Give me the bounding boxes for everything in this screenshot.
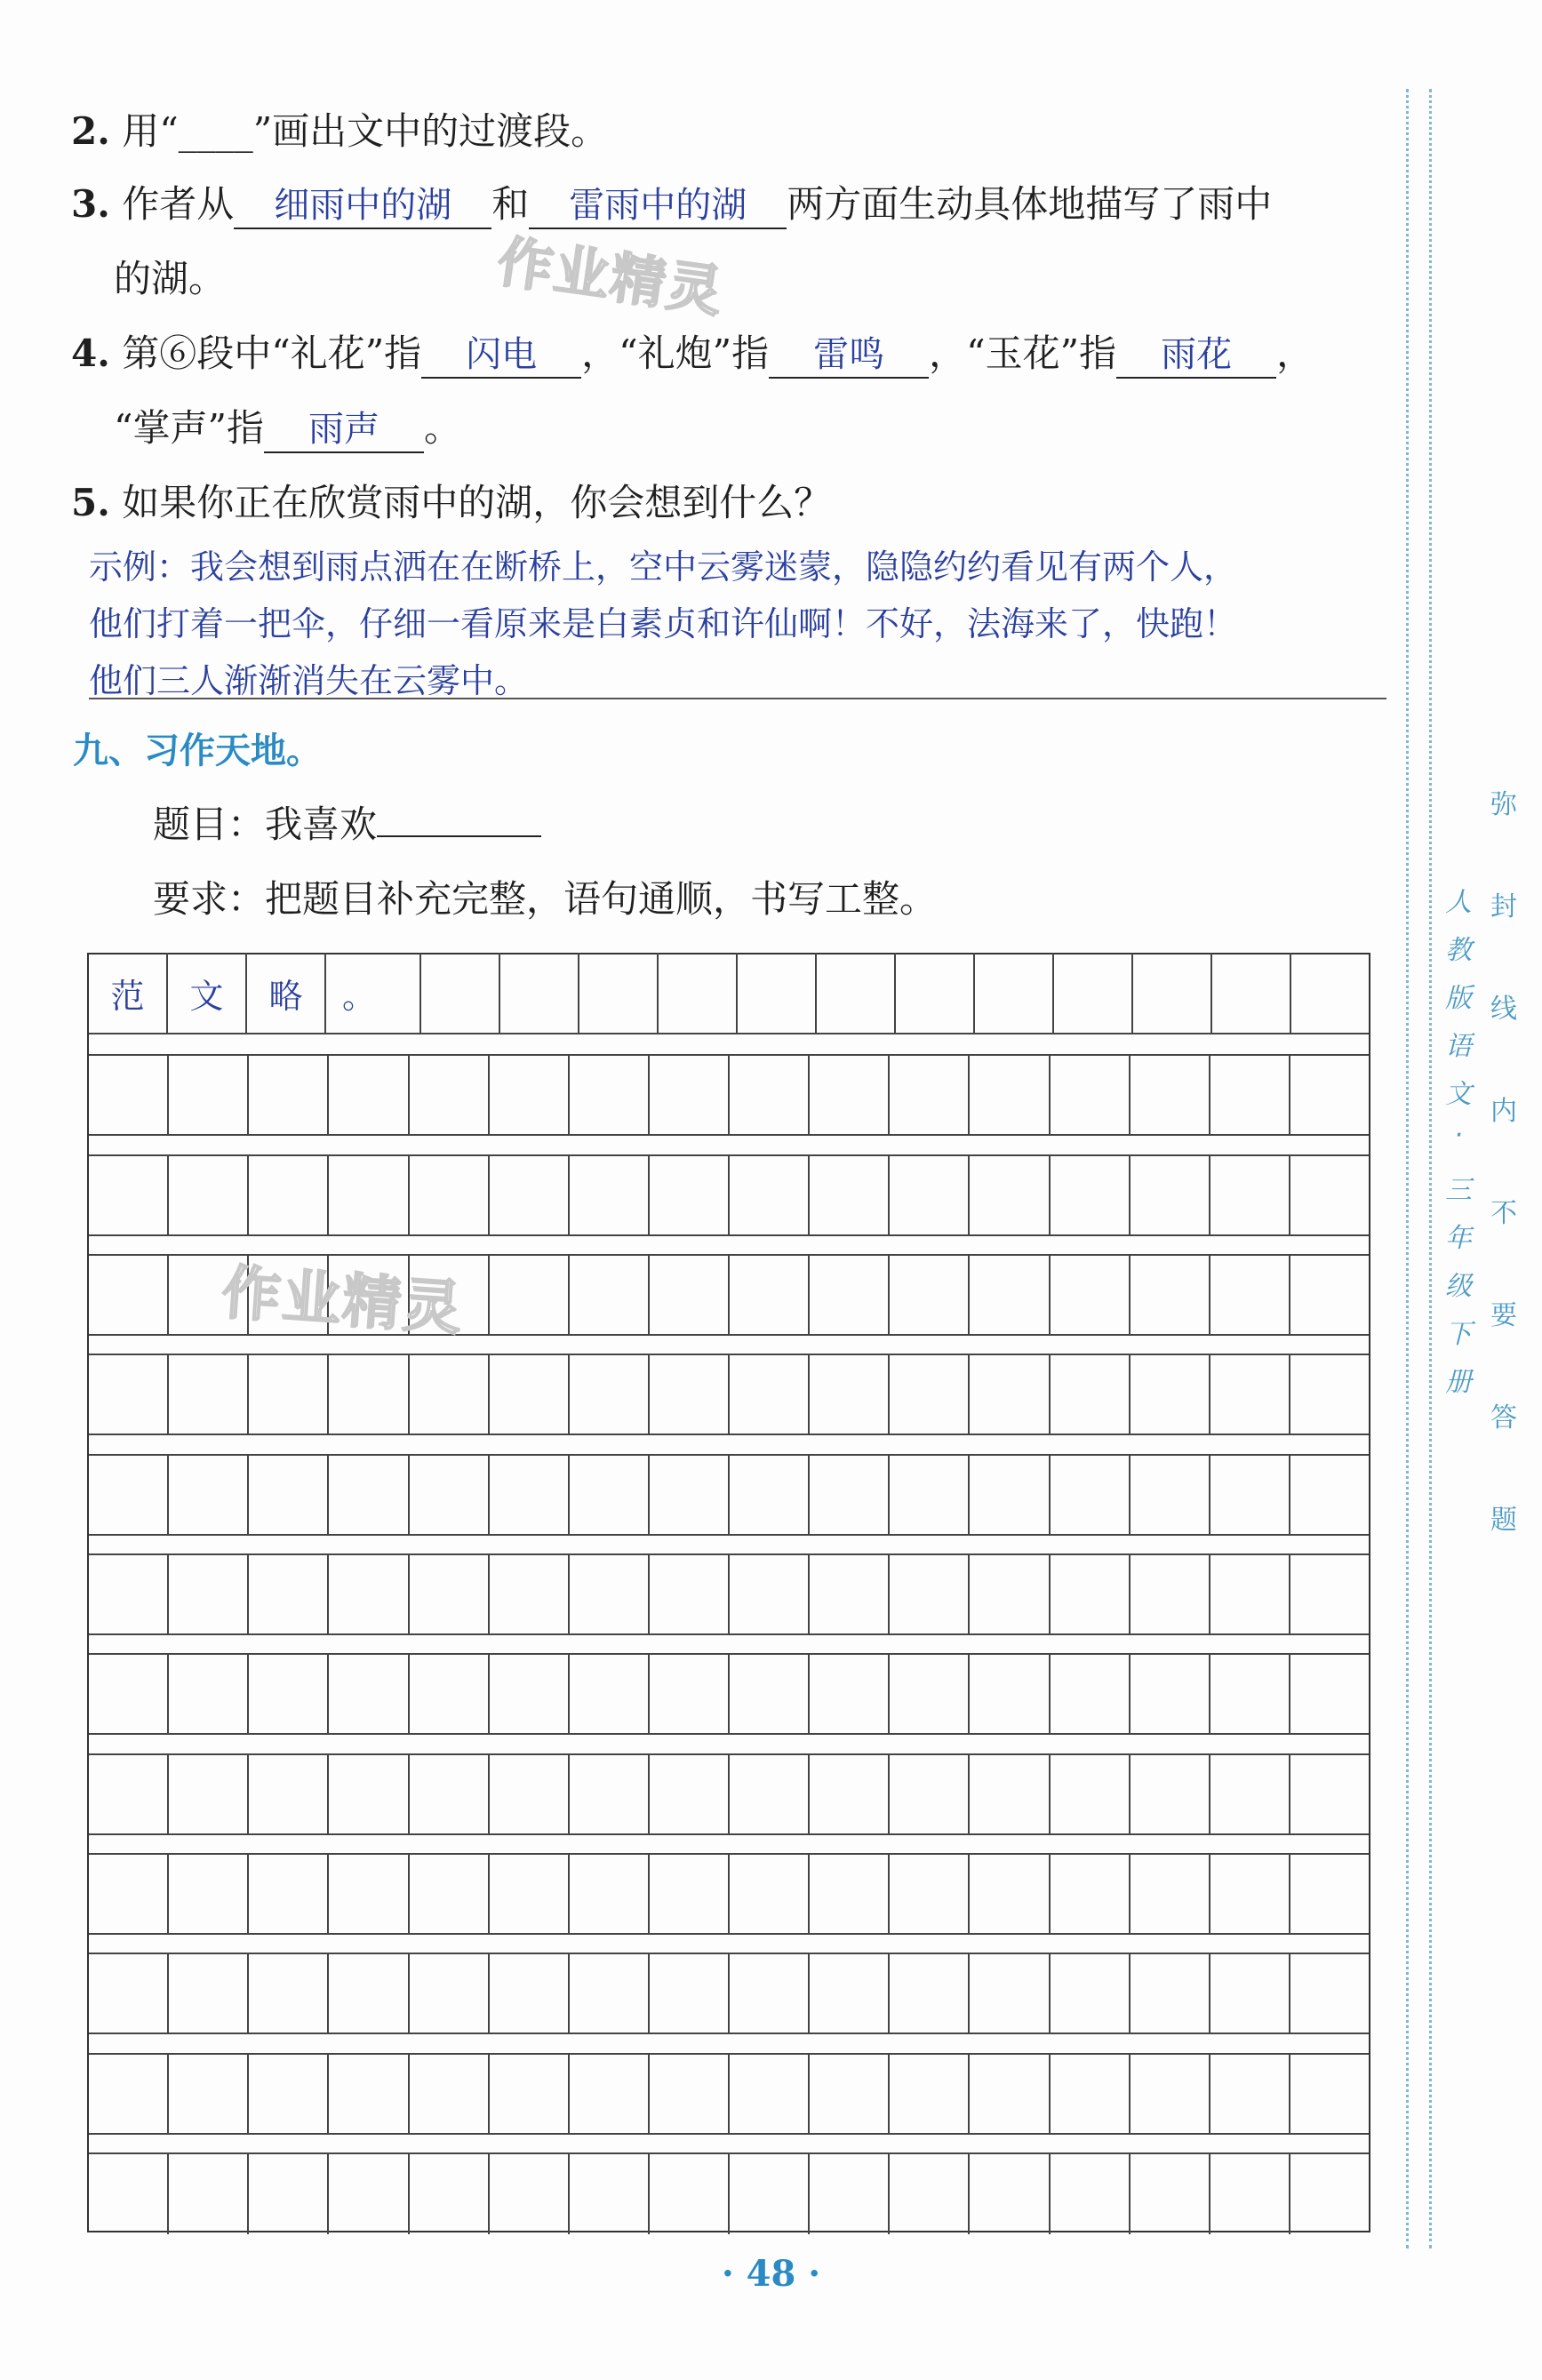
grid-cell — [896, 953, 975, 1033]
grid-cell — [810, 1056, 890, 1134]
grid-cell — [970, 2055, 1050, 2133]
grid-cell — [89, 1056, 169, 1134]
grid-cell — [1051, 1056, 1131, 1134]
grid-cell — [249, 1954, 329, 2033]
grid-cell — [169, 1655, 249, 1733]
page-number: · 48 · — [721, 2253, 821, 2295]
grid-cell — [1051, 1655, 1131, 1733]
answer-blank — [769, 331, 929, 379]
grid-cell — [970, 1056, 1050, 1134]
grid-cell — [169, 2055, 249, 2133]
book-title-char: 语 — [1445, 1031, 1472, 1062]
grid-cell — [249, 1555, 329, 1633]
grid-cell — [1290, 1855, 1369, 1933]
grid-cell — [570, 2055, 650, 2133]
grid-cell: 范 — [89, 953, 168, 1033]
grid-cell — [890, 2055, 970, 2133]
question-4-continued — [114, 402, 461, 455]
grid-cell — [970, 1555, 1050, 1633]
grid-cell — [890, 2154, 970, 2234]
grid-cell — [1051, 1755, 1131, 1833]
answer-text: 细雨中的湖 — [274, 185, 452, 226]
question-text: 和 — [491, 182, 530, 226]
grid-cell — [650, 1355, 730, 1434]
grid-cell — [970, 1755, 1050, 1833]
seal-char: 弥 — [1490, 789, 1517, 820]
grid-cell — [249, 2055, 329, 2133]
grid-cell — [570, 1755, 650, 1833]
grid-cell — [410, 1954, 490, 2033]
grid-cell — [1210, 1954, 1290, 2033]
grid-cell — [738, 953, 817, 1033]
book-title-char: 下 — [1445, 1319, 1472, 1350]
grid-cell — [890, 1256, 970, 1334]
grid-cell — [650, 2154, 730, 2234]
grid-cell — [730, 1855, 810, 1933]
topic-line — [153, 798, 541, 851]
grid-cell — [730, 2154, 810, 2234]
grid-cell — [490, 1755, 570, 1833]
grid-cell — [650, 1156, 730, 1234]
grid-cell — [730, 1555, 810, 1633]
grid-cell — [810, 1555, 890, 1633]
grid-cell — [970, 1456, 1050, 1534]
question-3-continued — [114, 252, 226, 306]
grid-cell — [89, 1156, 169, 1234]
grid-cell — [1131, 1456, 1210, 1534]
question-text: 用“ — [122, 109, 179, 153]
grid-cell — [970, 1655, 1050, 1733]
grid-cell — [1051, 1954, 1131, 2033]
grid-cell — [1210, 1456, 1290, 1534]
grid-cell — [490, 1456, 570, 1534]
grid-cell — [89, 1954, 169, 2033]
grid-cell — [1210, 1755, 1290, 1833]
grid-cell — [1290, 1056, 1369, 1134]
grid-cell — [1290, 2055, 1369, 2133]
grid-row — [89, 1953, 1369, 2034]
book-title-char: 人 — [1445, 887, 1472, 918]
grid-cell — [410, 1456, 490, 1534]
grid-cell — [570, 1655, 650, 1733]
grid-cell — [1133, 953, 1212, 1033]
grid-cell — [1131, 1855, 1210, 1933]
grid-cell — [1210, 1256, 1290, 1334]
grid-cell — [1210, 1655, 1290, 1733]
grid-cell — [730, 2055, 810, 2133]
grid-cell — [89, 1256, 169, 1334]
book-title-char: 版 — [1445, 983, 1472, 1014]
grid-row — [89, 1653, 1369, 1735]
grid-cell — [1290, 1755, 1369, 1833]
grid-row — [89, 953, 1369, 1034]
book-title-char: 教 — [1445, 935, 1472, 966]
grid-cell — [890, 1755, 970, 1833]
grid-cell — [1131, 1655, 1210, 1733]
grid-cell — [329, 1056, 409, 1134]
grid-cell — [1290, 1655, 1369, 1733]
grid-cell — [169, 1156, 249, 1234]
grid-cell — [1290, 1456, 1369, 1534]
answer-blank — [234, 182, 491, 229]
grid-cell — [890, 1056, 970, 1134]
binding-margin — [1404, 89, 1542, 2248]
grid-cell — [410, 2154, 490, 2234]
seal-char: 题 — [1490, 1505, 1517, 1536]
grid-cell — [1131, 2055, 1210, 2133]
grid-cell — [329, 1555, 409, 1633]
grid-cell — [650, 1555, 730, 1633]
answer-underline — [89, 698, 1386, 699]
grid-cell — [410, 2055, 490, 2133]
grid-cell — [249, 1655, 329, 1733]
answer-blank — [421, 331, 581, 379]
book-title-char: 册 — [1445, 1367, 1472, 1398]
grid-cell — [890, 1855, 970, 1933]
grid-cell — [970, 1256, 1050, 1334]
grid-cell — [890, 1355, 970, 1434]
grid-cell — [249, 1855, 329, 1933]
grid-cell — [1131, 1355, 1210, 1434]
requirement-line: 要求：把题目补充完整，语句通顺，书写工整。 — [153, 877, 938, 921]
answer-text: 雨花 — [1161, 334, 1233, 375]
question-4 — [71, 327, 1314, 380]
seal-char: 封 — [1490, 891, 1517, 922]
grid-cell — [490, 2055, 570, 2133]
grid-cell — [810, 1456, 890, 1534]
grid-cell — [810, 1256, 890, 1334]
book-title — [1445, 880, 1472, 1408]
grid-cell — [500, 953, 579, 1033]
grid-cell — [1210, 2154, 1290, 2234]
question-text: ， — [1276, 331, 1314, 375]
question-text: 。 — [423, 406, 461, 450]
grid-row — [89, 1054, 1369, 1136]
grid-cell — [1051, 1355, 1131, 1434]
grid-cell — [249, 1755, 329, 1833]
seal-char: 答 — [1490, 1402, 1517, 1434]
grid-cell — [490, 2154, 570, 2234]
grid-cell — [810, 1855, 890, 1933]
grid-cell — [1290, 1156, 1369, 1234]
grid-cell — [490, 1156, 570, 1234]
answer-line-1: 示例：我会想到雨点洒在在断桥上，空中云雾迷蒙，隐隐约约看见有两个人， — [89, 547, 1238, 587]
dotted-line — [1429, 89, 1432, 2248]
answer-blank — [264, 406, 424, 453]
grid-cell — [1212, 953, 1291, 1033]
grid-cell — [490, 1555, 570, 1633]
grid-cell — [329, 1954, 409, 2033]
grid-cell — [810, 1655, 890, 1733]
grid-cell — [570, 1256, 650, 1334]
grid-cell — [249, 1456, 329, 1534]
grid-cell — [570, 1954, 650, 2033]
grid-cell — [1210, 1056, 1290, 1134]
grid-cell — [1051, 1555, 1131, 1633]
grid-cell — [329, 1456, 409, 1534]
grid-cell — [810, 2055, 890, 2133]
grid-cell — [1131, 1555, 1210, 1633]
grid-cell — [89, 1655, 169, 1733]
grid-cell — [1290, 1256, 1369, 1334]
grid-cell — [89, 2154, 169, 2234]
grid-cell — [169, 1456, 249, 1534]
question-3 — [71, 178, 1272, 231]
grid-cell — [730, 1056, 810, 1134]
grid-cell — [169, 1056, 249, 1134]
book-title-char: · — [1454, 1120, 1463, 1151]
grid-cell — [650, 1954, 730, 2033]
grid-cell — [169, 2154, 249, 2234]
grid-cell — [1131, 1056, 1210, 1134]
answer-blank — [529, 182, 787, 229]
answer-line-3: 他们三人渐渐消失在云雾中。 — [89, 661, 529, 700]
watermark: 作业精灵 — [493, 228, 729, 325]
grid-cell — [890, 1156, 970, 1234]
grid-cell — [410, 1655, 490, 1733]
grid-cell — [249, 1056, 329, 1134]
grid-cell — [249, 2154, 329, 2234]
grid-cell — [730, 1954, 810, 2033]
grid-cell — [570, 1555, 650, 1633]
question-5 — [71, 476, 831, 530]
grid-cell — [169, 1355, 249, 1434]
grid-cell — [890, 1655, 970, 1733]
grid-cell — [169, 1555, 249, 1633]
grid-cell: 。 — [326, 953, 421, 1033]
grid-cell — [570, 2154, 650, 2234]
grid-cell — [410, 1156, 490, 1234]
book-title-char: 文 — [1445, 1079, 1472, 1110]
grid-cell — [1131, 1954, 1210, 2033]
grid-cell — [650, 1855, 730, 1933]
grid-cell — [169, 1755, 249, 1833]
grid-cell — [810, 1355, 890, 1434]
grid-cell — [1131, 1755, 1210, 1833]
grid-row — [89, 1553, 1369, 1635]
grid-cell — [730, 1355, 810, 1434]
grid-cell — [1051, 2154, 1131, 2234]
answer-line-2: 他们打着一把伞，仔细一看原来是白素贞和许仙啊！不好，法海来了，快跑！ — [89, 604, 1238, 643]
dotted-line — [1406, 89, 1409, 2248]
grid-row — [89, 2152, 1369, 2234]
book-title-char: 年 — [1445, 1223, 1472, 1254]
seal-char: 要 — [1490, 1300, 1517, 1331]
grid-cell — [1210, 1156, 1290, 1234]
grid-cell — [410, 1555, 490, 1633]
grid-cell — [1291, 953, 1369, 1033]
grid-cell — [970, 1855, 1050, 1933]
question-number: 3. — [71, 182, 110, 226]
grid-cell — [329, 1855, 409, 1933]
book-title-char: 级 — [1445, 1271, 1472, 1302]
grid-cell — [1131, 2154, 1210, 2234]
grid-cell — [89, 1355, 169, 1434]
grid-cell — [1290, 1954, 1369, 2033]
grid-cell — [1051, 1256, 1131, 1334]
grid-row — [89, 1753, 1369, 1835]
grid-cell — [329, 1355, 409, 1434]
grid-cell — [650, 2055, 730, 2133]
grid-row — [89, 1154, 1369, 1236]
grid-cell — [410, 1755, 490, 1833]
grid-cell — [1051, 1156, 1131, 1234]
seal-char: 线 — [1490, 994, 1517, 1025]
grid-cell — [1131, 1256, 1210, 1334]
grid-cell — [650, 1056, 730, 1134]
answer-blank — [1116, 331, 1276, 379]
grid-row — [89, 1454, 1369, 1536]
grid-cell — [329, 1156, 409, 1234]
grid-cell — [970, 1355, 1050, 1434]
grid-cell — [1051, 1855, 1131, 1933]
grid-cell — [650, 1755, 730, 1833]
grid-cell — [650, 1256, 730, 1334]
question-text: 两方面生动具体地描写了雨中 — [787, 182, 1273, 226]
grid-cell — [410, 1855, 490, 1933]
grid-cell — [1210, 1555, 1290, 1633]
grid-cell — [169, 1954, 249, 2033]
grid-cell — [1210, 2055, 1290, 2133]
grid-cell — [89, 2055, 169, 2133]
grid-cell: 文 — [168, 953, 247, 1033]
grid-cell — [89, 1755, 169, 1833]
grid-cell — [730, 1456, 810, 1534]
grid-cell — [970, 1156, 1050, 1234]
grid-cell — [890, 1555, 970, 1633]
grid-cell — [730, 1156, 810, 1234]
writing-grid — [87, 953, 1370, 2232]
question-text: ，“礼炮”指 — [581, 331, 770, 375]
grid-cell — [650, 1456, 730, 1534]
grid-cell — [421, 953, 500, 1033]
grid-cell — [817, 953, 896, 1033]
grid-cell — [730, 1256, 810, 1334]
section-title: 九、习作天地。 — [73, 731, 322, 771]
grid-cell — [89, 1555, 169, 1633]
grid-cell — [249, 1156, 329, 1234]
grid-cell — [410, 1056, 490, 1134]
grid-row — [89, 2053, 1369, 2135]
blank-underline: ____ — [178, 109, 253, 153]
grid-cell — [329, 2055, 409, 2133]
grid-cell — [1290, 1355, 1369, 1434]
grid-cell — [570, 1355, 650, 1434]
question-number: 4. — [71, 331, 110, 375]
grid-cell — [730, 1655, 810, 1733]
seal-notice — [1490, 782, 1517, 1600]
question-text: 作者从 — [122, 182, 235, 226]
grid-cell — [329, 2154, 409, 2234]
grid-cell — [1290, 2154, 1369, 2234]
grid-cell — [89, 1456, 169, 1534]
grid-cell — [490, 1056, 570, 1134]
grid-cell — [1054, 953, 1133, 1033]
question-text: ，“玉花”指 — [929, 331, 1117, 375]
question-number: 2. — [71, 109, 110, 153]
answer-text: 雷鸣 — [813, 334, 885, 375]
grid-row — [89, 1354, 1369, 1435]
question-text: 的湖。 — [114, 257, 227, 300]
question-text: “掌声”指 — [114, 406, 264, 450]
seal-char: 内 — [1490, 1096, 1517, 1127]
grid-cell — [970, 2154, 1050, 2234]
grid-cell — [890, 1456, 970, 1534]
question-2 — [71, 105, 608, 158]
grid-cell — [570, 1156, 650, 1234]
grid-cell — [570, 1056, 650, 1134]
grid-cell — [1131, 1156, 1210, 1234]
grid-cell — [810, 1156, 890, 1234]
book-title-char: 三 — [1445, 1175, 1472, 1206]
grid-cell — [1051, 2055, 1131, 2133]
grid-cell — [329, 1755, 409, 1833]
topic-text: 题目：我喜欢 — [153, 803, 378, 846]
grid-cell — [490, 1954, 570, 2033]
seal-char: 不 — [1490, 1198, 1517, 1229]
question-text: ”画出文中的过渡段。 — [252, 109, 609, 153]
question-text: 第⑥段中“礼花”指 — [122, 331, 422, 375]
grid-row — [89, 1853, 1369, 1935]
grid-cell — [810, 1755, 890, 1833]
answer-text: 雨声 — [308, 409, 380, 450]
grid-cell: 略 — [247, 953, 326, 1033]
grid-cell — [730, 1755, 810, 1833]
grid-cell — [659, 953, 738, 1033]
grid-cell — [970, 1954, 1050, 2033]
grid-cell — [1210, 1855, 1290, 1933]
grid-cell — [1290, 1555, 1369, 1633]
grid-cell — [579, 953, 659, 1033]
grid-cell — [570, 1456, 650, 1534]
grid-cell — [810, 1954, 890, 2033]
grid-cell — [490, 1256, 570, 1334]
grid-cell — [490, 1355, 570, 1434]
answer-text: 闪电 — [466, 334, 538, 375]
grid-cell — [810, 2154, 890, 2234]
grid-cell — [1051, 1456, 1131, 1534]
question-text: 如果你正在欣赏雨中的湖，你会想到什么？ — [122, 481, 832, 524]
watermark: 作业精灵 — [220, 1258, 466, 1344]
grid-cell — [570, 1855, 650, 1933]
question-number: 5. — [71, 481, 110, 524]
grid-cell — [89, 1855, 169, 1933]
topic-blank — [377, 835, 541, 837]
grid-cell — [329, 1655, 409, 1733]
grid-cell — [975, 953, 1054, 1033]
grid-cell — [1210, 1355, 1290, 1434]
grid-cell — [650, 1655, 730, 1733]
grid-cell — [169, 1855, 249, 1933]
grid-cell — [490, 1855, 570, 1933]
grid-cell — [490, 1655, 570, 1733]
grid-cell — [249, 1355, 329, 1434]
grid-cell — [410, 1355, 490, 1434]
answer-text: 雷雨中的湖 — [569, 185, 747, 226]
grid-cell — [890, 1954, 970, 2033]
